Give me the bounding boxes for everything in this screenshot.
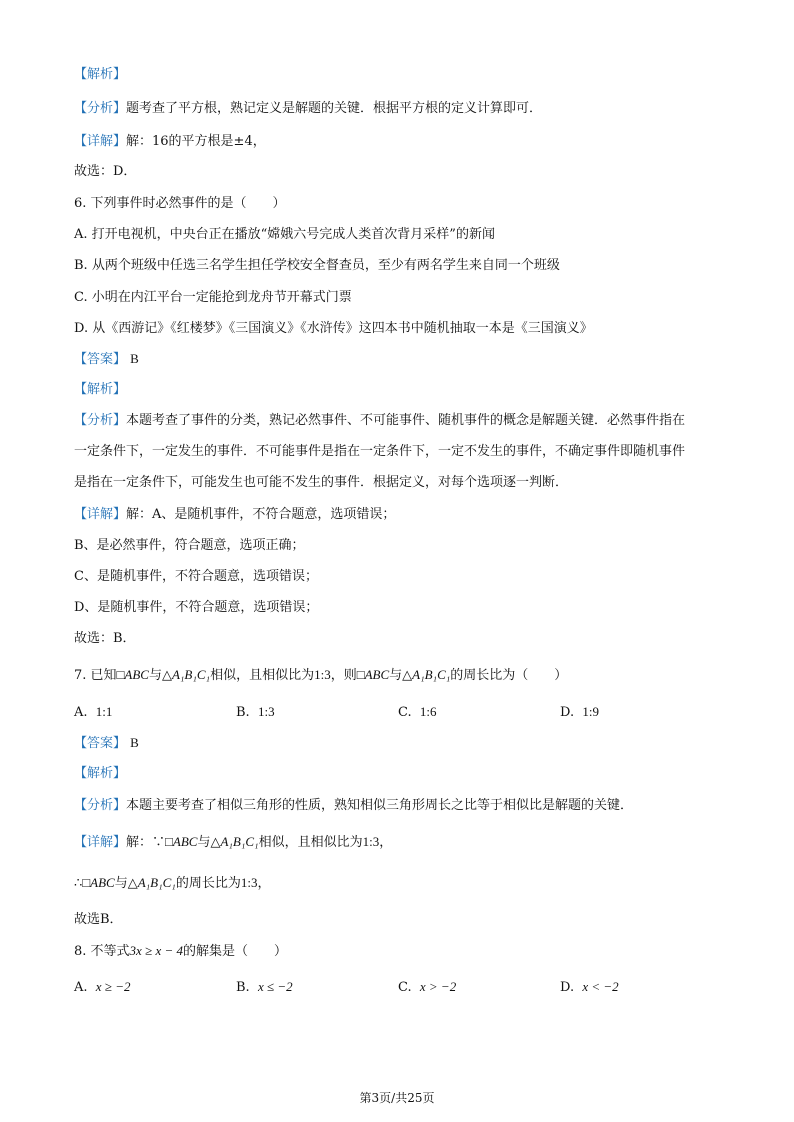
q7-analysis: 【分析】本题主要考查了相似三角形的性质，熟知相似三角形周长之比等于相似比是解题的关键． — [74, 798, 634, 813]
page-number: 第3页/共25页 — [359, 1091, 435, 1105]
q6-option-c: C. 小明在内江平台一定能抢到龙舟节开幕式门票 — [74, 290, 352, 305]
q6-option-b: B. 从两个班级中任选三名学生担任学校安全督查员，至少有两名学生来自同一个班级 — [74, 258, 560, 273]
q7-jiexi-heading: 【解析】 — [74, 766, 127, 781]
q8-stem: 8. 不等式3x ≥ x − 4的解集是（ ） — [74, 943, 288, 959]
q7-detail-line-1: 【详解】解：∵□ABC与△A₁B₁C₁相似，且相似比为1:3， — [74, 834, 393, 850]
q6-option-a: A. 打开电视机，中央台正在播放“嫦娥六号完成人类首次背月采样”的新闻 — [74, 227, 495, 242]
q6-stem: 6. 下列事件时必然事件的是（ ） — [74, 196, 286, 211]
q6-detail-line-4: D、是随机事件，不符合题意，选项错误； — [74, 600, 319, 615]
q6-analysis-line-2: 一定条件下，一定发生的事件．不可能事件是指在一定条件下，一定不发生的事件，不确定事件即随机事件 — [74, 444, 686, 459]
q6-analysis-line-1: 【分析】本题考查了事件的分类，熟记必然事件、不可能事件、随机事件的概念是解题关键．必然事件指在 — [74, 413, 686, 428]
q7-option-a: A. 1:1 — [74, 704, 113, 720]
q6-detail-line-3: C、是随机事件，不符合题意，选项错误； — [74, 569, 318, 584]
q6-jiexi-heading: 【解析】 — [74, 382, 127, 397]
q7-answer: 【答案】 B — [74, 735, 139, 751]
q7-detail-line-2: ∴□ABC与△A₁B₁C₁的周长比为1:3， — [74, 875, 271, 891]
q7-stem: 7. 已知□ABC与△A₁B₁C₁相似，且相似比为1:3，则□ABC与△A₁B₁C₁的周长比为（ ） — [74, 667, 568, 683]
q8-option-c: C. x > −2 — [398, 979, 457, 995]
q7-choice: 故选B． — [74, 912, 123, 927]
q6-answer: 【答案】 B — [74, 351, 139, 367]
q6-choice: 故选：B． — [74, 631, 136, 646]
q5-jiexi-heading: 【解析】 — [74, 67, 127, 82]
q5-detail: 【详解】解：16的平方根是±4， — [74, 134, 266, 149]
q8-option-d: D. x < −2 — [560, 979, 619, 995]
q6-detail-line-2: B、是必然事件，符合题意，选项正确； — [74, 538, 305, 553]
q7-option-c: C. 1:6 — [398, 704, 437, 720]
q6-analysis-line-3: 是指在一定条件下，可能发生也可能不发生的事件．根据定义，对每个选项逐一判断． — [74, 475, 569, 490]
q8-option-b: B. x ≤ −2 — [236, 979, 293, 995]
q6-detail-line-1: 【详解】解：A、是随机事件，不符合题意，选项错误； — [74, 507, 396, 522]
q8-option-a: A. x ≥ −2 — [74, 979, 131, 995]
q7-option-d: D. 1:9 — [560, 704, 599, 720]
q5-analysis: 【分析】题考查了平方根，熟记定义是解题的关键．根据平方根的定义计算即可． — [74, 101, 543, 116]
q7-option-b: B. 1:3 — [236, 704, 275, 720]
q6-option-d: D. 从《西游记》《红楼梦》《三国演义》《水浒传》这四本书中随机抽取一本是《三国演义》 — [74, 321, 593, 336]
q5-choice: 故选：D． — [74, 164, 137, 179]
